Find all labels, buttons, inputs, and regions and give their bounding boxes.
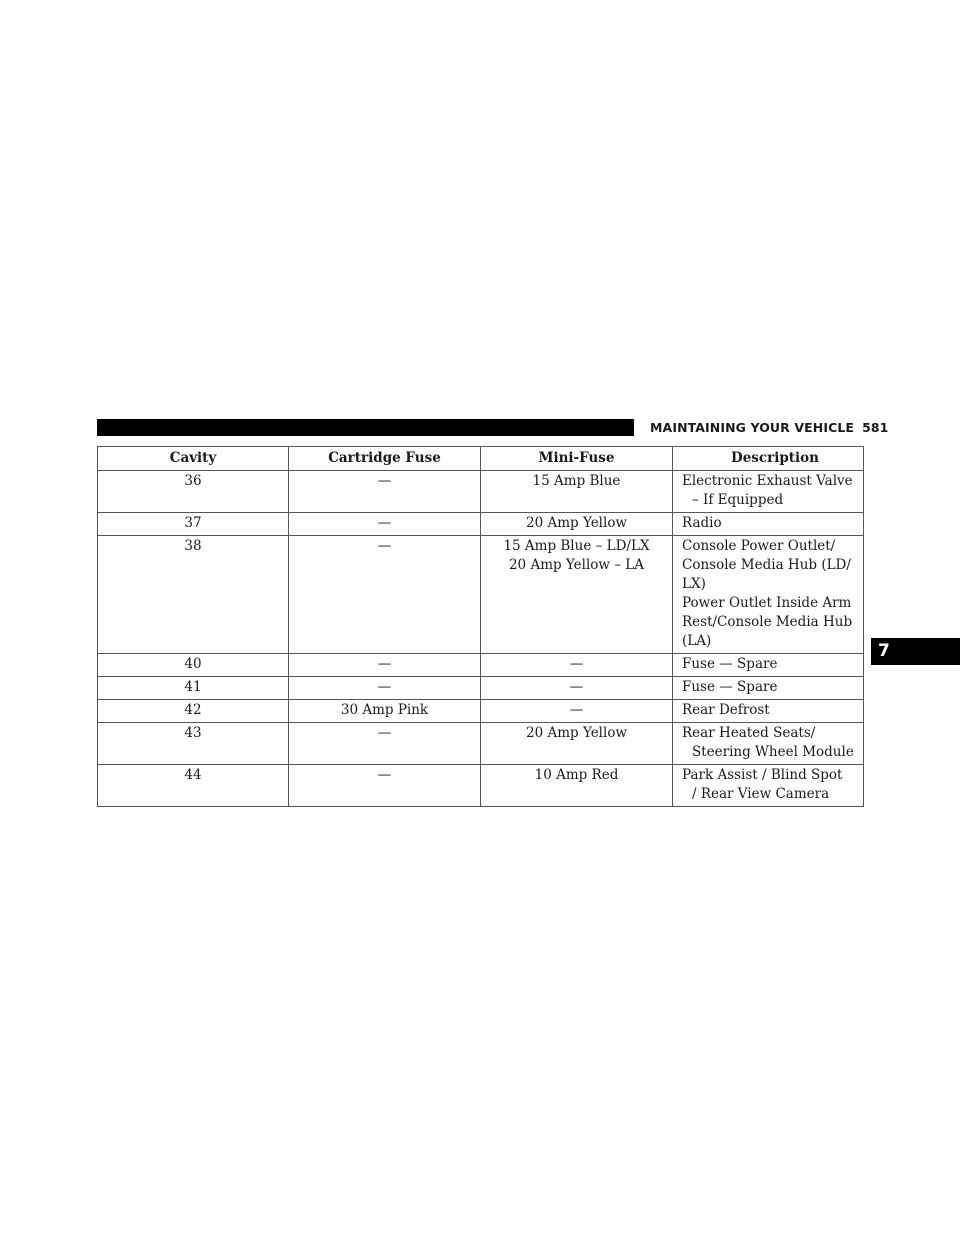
- cell-mini-fuse: [481, 700, 673, 723]
- cell-cartridge-fuse: —: [289, 513, 481, 536]
- description-line: – If Equipped: [692, 492, 784, 508]
- cell-cartridge-fuse: —: [289, 723, 481, 765]
- section-title: MAINTAINING YOUR VEHICLE: [650, 420, 855, 435]
- table-row: [98, 513, 864, 536]
- cell-description: [673, 513, 864, 536]
- description-line: / Rear View Camera: [692, 786, 830, 802]
- cell-description: [673, 536, 864, 654]
- cell-cavity: 38: [98, 536, 289, 654]
- description-line: Electronic Exhaust Valve: [682, 473, 853, 489]
- mini-fuse-line: 15 Amp Blue: [532, 473, 621, 489]
- column-header-mini-fuse: Mini-Fuse: [481, 447, 673, 471]
- cell-description: [673, 654, 864, 677]
- table-row: [98, 677, 864, 700]
- cell-description: [673, 700, 864, 723]
- cell-description: [673, 723, 864, 765]
- description-line: Console Power Outlet/: [682, 538, 836, 554]
- column-header-cavity: Cavity: [98, 447, 289, 471]
- cell-cartridge-fuse: —: [289, 654, 481, 677]
- description-line: Console Media Hub (LD/: [682, 557, 851, 573]
- mini-fuse-line: —: [569, 702, 584, 718]
- cell-cartridge-fuse: 30 Amp Pink: [289, 700, 481, 723]
- running-header: [650, 419, 888, 436]
- mini-fuse-line: 20 Amp Yellow: [526, 725, 627, 741]
- cell-mini-fuse: [481, 471, 673, 513]
- description-line: Radio: [682, 515, 722, 531]
- cell-cartridge-fuse: —: [289, 677, 481, 700]
- cell-cavity: 43: [98, 723, 289, 765]
- description-line: Steering Wheel Module: [692, 744, 854, 760]
- cell-mini-fuse: [481, 677, 673, 700]
- table-row: [98, 536, 864, 654]
- table-body: [98, 471, 864, 807]
- description-line: Rest/Console Media Hub: [682, 614, 853, 630]
- cell-cartridge-fuse: —: [289, 765, 481, 807]
- cell-cartridge-fuse: —: [289, 471, 481, 513]
- description-line: Fuse — Spare: [682, 656, 778, 672]
- table-row: [98, 765, 864, 807]
- mini-fuse-line: —: [569, 656, 584, 672]
- chapter-tab: 7: [871, 638, 960, 665]
- fuse-table: [97, 446, 864, 807]
- cell-cavity: 41: [98, 677, 289, 700]
- table-row: [98, 654, 864, 677]
- mini-fuse-line: 10 Amp Red: [534, 767, 619, 783]
- table-row: [98, 700, 864, 723]
- table-header-row: [98, 447, 864, 471]
- cell-description: [673, 471, 864, 513]
- table-row: [98, 471, 864, 513]
- description-line: Park Assist / Blind Spot: [682, 767, 843, 783]
- cell-cavity: 37: [98, 513, 289, 536]
- cell-cartridge-fuse: —: [289, 536, 481, 654]
- cell-cavity: 40: [98, 654, 289, 677]
- cell-mini-fuse: [481, 513, 673, 536]
- description-line: Rear Defrost: [682, 702, 770, 718]
- cell-description: [673, 765, 864, 807]
- cell-mini-fuse: [481, 536, 673, 654]
- cell-description: [673, 677, 864, 700]
- column-header-description: Description: [673, 447, 864, 471]
- description-line: (LA): [682, 633, 712, 649]
- page-number: 581: [862, 420, 889, 435]
- description-line: Rear Heated Seats/: [682, 725, 816, 741]
- table-row: [98, 723, 864, 765]
- column-header-cartridge-fuse: Cartridge Fuse: [289, 447, 481, 471]
- cell-mini-fuse: [481, 654, 673, 677]
- mini-fuse-line: 20 Amp Yellow – LA: [508, 557, 645, 573]
- cell-cavity: 36: [98, 471, 289, 513]
- description-line: Fuse — Spare: [682, 679, 778, 695]
- cell-cavity: 42: [98, 700, 289, 723]
- description-line: Power Outlet Inside Arm: [682, 595, 852, 611]
- mini-fuse-line: 20 Amp Yellow: [526, 515, 627, 531]
- mini-fuse-line: —: [569, 679, 584, 695]
- description-line: LX): [682, 576, 706, 592]
- cell-cavity: 44: [98, 765, 289, 807]
- mini-fuse-line: 15 Amp Blue – LD/LX: [503, 538, 650, 554]
- cell-mini-fuse: [481, 765, 673, 807]
- cell-mini-fuse: [481, 723, 673, 765]
- header-rule-bar: [97, 419, 634, 436]
